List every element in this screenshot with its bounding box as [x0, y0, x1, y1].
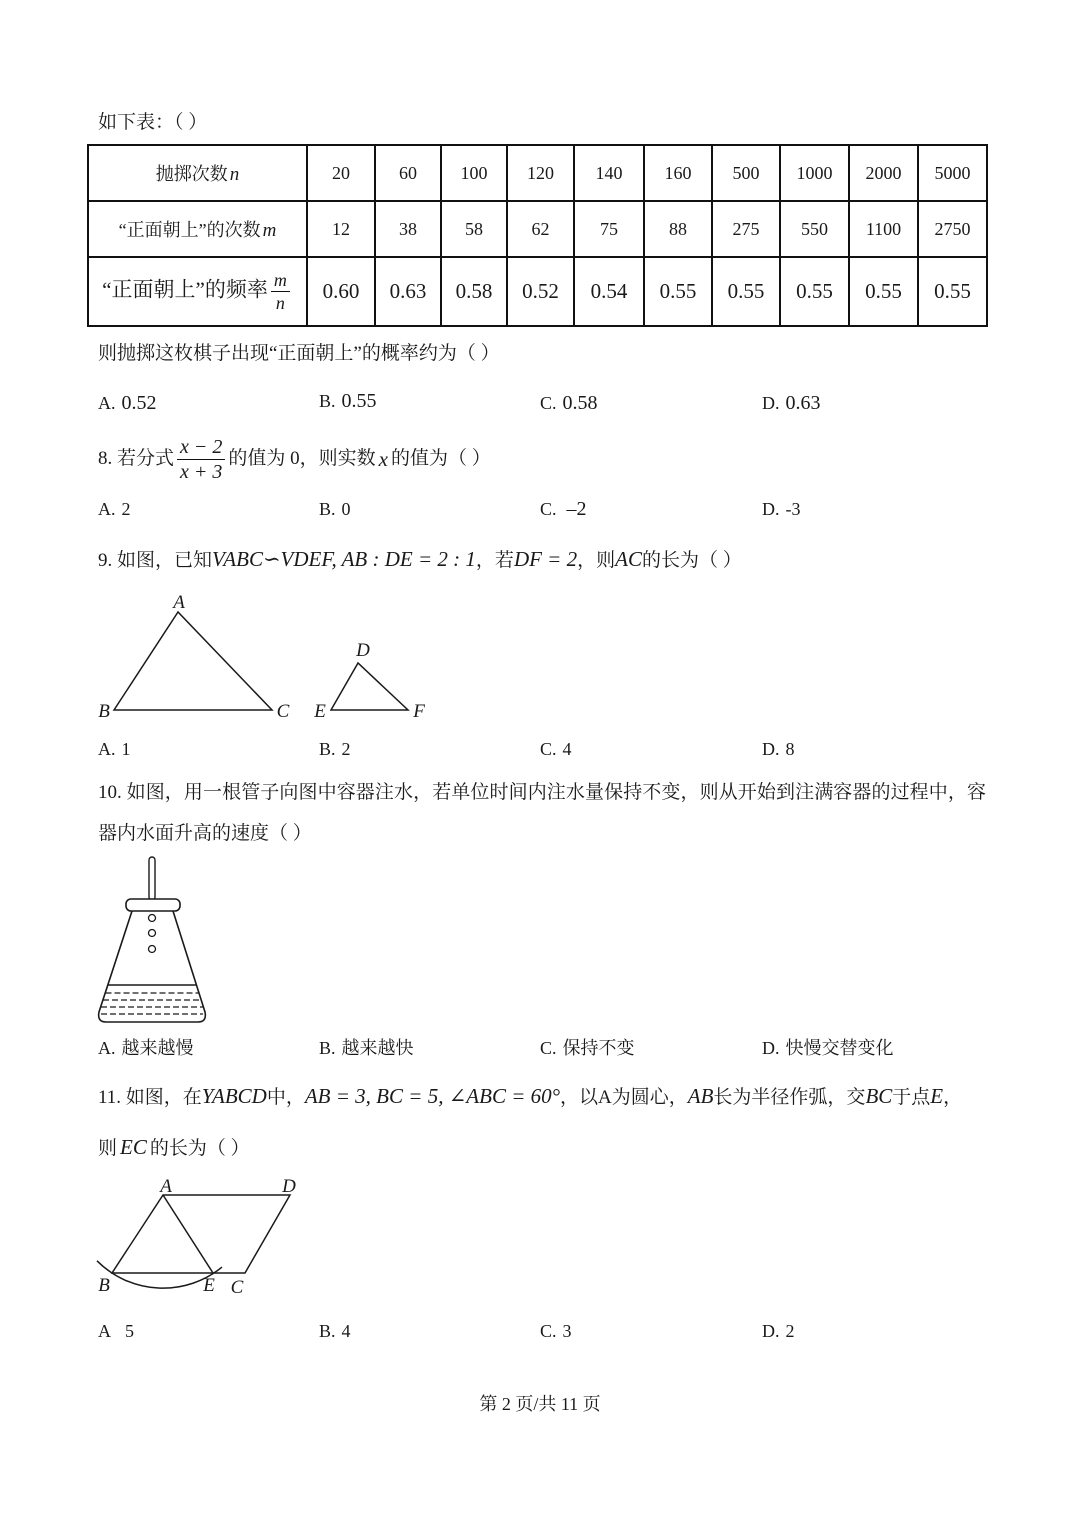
row-header: [88, 201, 307, 257]
q8-option-d[interactable]: [762, 497, 801, 521]
table-cell: 1000: [780, 145, 849, 201]
vertex-label-a: A: [173, 592, 185, 613]
vertex-label-a: A: [160, 1176, 172, 1197]
table-cell: 0.58: [441, 257, 507, 326]
bubble: [149, 946, 156, 953]
option-letter: B.: [319, 499, 336, 519]
row-header: [88, 257, 307, 326]
q11-question-line1: [98, 1084, 962, 1110]
table-cell: 12: [307, 201, 375, 257]
q11-text: ，: [943, 1087, 963, 1108]
table-cell: 2750: [918, 201, 987, 257]
fraction-m-over-n: [271, 269, 290, 314]
segment-ae: [163, 1195, 213, 1273]
row-header-text: “正面朝上”的频率: [102, 277, 268, 302]
option-letter: C.: [540, 393, 557, 413]
q8-prefix: 8. 若分式: [98, 448, 175, 469]
q11-text: 长为半径作弧，交: [713, 1087, 866, 1108]
q7-option-a[interactable]: [98, 391, 157, 415]
table-cell: 550: [780, 201, 849, 257]
table-cell: 1100: [849, 201, 918, 257]
option-value: 5: [125, 1321, 134, 1341]
table-cell: 5000: [918, 145, 987, 201]
option-value: 快慢交替变化: [785, 1038, 894, 1058]
page-footer: 第 2 页/共 11 页: [479, 1394, 601, 1414]
vertex-label-c: C: [230, 1277, 244, 1298]
option-letter: C.: [540, 739, 557, 759]
vertex-label-e: E: [314, 701, 326, 722]
q11-math-ab: AB: [687, 1084, 714, 1108]
q11-suffix: 的长为（ ）: [149, 1138, 250, 1159]
option-value: 4: [341, 1321, 351, 1341]
row-header-text: 抛掷次数: [155, 164, 228, 184]
table-cell: 75: [574, 201, 644, 257]
q10-option-a[interactable]: [98, 1036, 194, 1060]
table-cell: 140: [574, 145, 644, 201]
option-value: 0.63: [785, 392, 821, 414]
q9-math-df: DF = 2: [513, 547, 578, 571]
option-value: 0.52: [121, 392, 157, 414]
q11-prefix: 11. 如图，在: [98, 1087, 202, 1108]
q9-math-ac: AC: [615, 547, 642, 571]
row-header-text: “正面朝上”的次数: [118, 220, 261, 240]
option-letter: D.: [762, 1038, 780, 1058]
q11-option-c[interactable]: [540, 1319, 572, 1343]
table-cell: 0.55: [849, 257, 918, 326]
q9-triangles-figure: [95, 590, 435, 720]
vertex-label-b: B: [98, 701, 110, 722]
table-cell: 275: [712, 201, 780, 257]
option-letter: A.: [98, 739, 116, 759]
parallelogram-abcd: [112, 1195, 290, 1273]
q9-suffix: 的长为（ ）: [641, 550, 742, 571]
q7-option-c[interactable]: [540, 391, 598, 415]
option-value: 越来越快: [341, 1038, 414, 1058]
table-cell: 0.55: [644, 257, 712, 326]
option-letter: B.: [319, 1321, 336, 1341]
vertex-label-f: F: [413, 701, 425, 722]
table-cell: 500: [712, 145, 780, 201]
q11-math-bc: BC: [865, 1084, 893, 1108]
bubble: [149, 930, 156, 937]
option-value: 0.58: [562, 392, 598, 414]
q9-option-c[interactable]: [540, 737, 572, 761]
table-cell: 0.54: [574, 257, 644, 326]
q10-option-c[interactable]: [540, 1036, 635, 1060]
option-letter: B.: [319, 1038, 336, 1058]
q8-mid: 的值为 0，则实数: [228, 448, 376, 469]
q9-option-d[interactable]: [762, 737, 795, 761]
option-value: -3: [785, 499, 801, 519]
q8-option-c[interactable]: [540, 497, 587, 521]
option-value: 2: [121, 499, 131, 519]
q11-option-d[interactable]: [762, 1319, 795, 1343]
table-cell: 60: [375, 145, 441, 201]
q11-math-parallelogram: YABCD: [201, 1084, 267, 1108]
fraction-numerator: x − 2: [177, 435, 225, 460]
q11-option-b[interactable]: [319, 1319, 351, 1343]
option-value: 0: [341, 499, 351, 519]
variable-m: m: [262, 220, 277, 241]
q9-question: [98, 547, 742, 573]
option-letter: D.: [762, 499, 780, 519]
q11-parallelogram-figure: [92, 1172, 307, 1297]
table-row-frequency: [88, 257, 987, 326]
vertex-label-d: D: [356, 640, 370, 661]
q9-option-a[interactable]: [98, 737, 131, 761]
option-letter: C.: [540, 1321, 557, 1341]
q9-option-b[interactable]: [319, 737, 351, 761]
table-row-throws: [88, 145, 987, 201]
fraction-denominator: x + 3: [180, 460, 223, 483]
table-cell: 0.52: [507, 257, 574, 326]
option-value: 保持不变: [562, 1038, 635, 1058]
table-cell: 2000: [849, 145, 918, 201]
table-cell: 38: [375, 201, 441, 257]
table-cell: 160: [644, 145, 712, 201]
q7-option-d[interactable]: [762, 391, 821, 415]
q8-variable: x: [378, 447, 388, 471]
q10-question-line1: 10. 如图，用一根管子向图中容器注水，若单位时间内注水量保持不变，则从开始到注满容器的过程中，容: [98, 782, 986, 803]
flask-neck-cap: [126, 899, 180, 911]
q10-option-b[interactable]: [319, 1036, 414, 1060]
vertex-label-b: B: [98, 1275, 110, 1296]
water-pipe: [149, 857, 155, 900]
option-letter: A.: [98, 499, 116, 519]
q11-text: 则: [98, 1138, 118, 1159]
triangle-abc: [114, 612, 272, 710]
triangle-def: [331, 663, 408, 710]
option-letter: B.: [319, 739, 336, 759]
option-value: 1: [121, 739, 131, 759]
fraction-numerator: m: [271, 269, 290, 292]
q11-text: 于点: [892, 1087, 931, 1108]
option-letter: B.: [319, 391, 336, 411]
q10-option-d[interactable]: [762, 1036, 894, 1060]
q8-question: [98, 427, 491, 491]
table-cell: 120: [507, 145, 574, 201]
option-letter: A.: [98, 393, 116, 413]
vertex-label-e: E: [203, 1275, 215, 1296]
flask-body: [99, 911, 206, 1022]
option-value: –2: [566, 498, 587, 520]
q9-math-similar: VABC∽VDEF, AB : DE = 2 : 1: [212, 547, 476, 571]
option-value: 2: [785, 1321, 795, 1341]
q11-option-a[interactable]: [98, 1319, 134, 1343]
table-cell: 0.55: [780, 257, 849, 326]
option-letter: D.: [762, 1321, 780, 1341]
variable-n: n: [229, 164, 240, 185]
q9-text: ，若: [475, 550, 514, 571]
option-value: 0.55: [341, 390, 377, 412]
q11-text: 中，: [266, 1087, 305, 1108]
frequency-table: [87, 144, 988, 327]
vertex-label-c: C: [276, 701, 290, 722]
table-cell: 0.63: [375, 257, 441, 326]
q7-option-b[interactable]: [319, 389, 377, 413]
option-value: 越来越慢: [121, 1038, 194, 1058]
q9-text: ，则: [577, 550, 616, 571]
option-letter: A: [98, 1321, 111, 1341]
q8-option-a[interactable]: [98, 497, 131, 521]
option-value: 8: [785, 739, 795, 759]
table-cell: 20: [307, 145, 375, 201]
table-cell: 88: [644, 201, 712, 257]
q11-math-given: AB = 3, BC = 5, ∠ABC = 60°: [304, 1084, 561, 1108]
row-header: [88, 145, 307, 201]
option-letter: D.: [762, 393, 780, 413]
table-row-heads-count: [88, 201, 987, 257]
table-cell: 0.60: [307, 257, 375, 326]
bubble: [149, 915, 156, 922]
table-cell: 0.55: [918, 257, 987, 326]
vertex-label-d: D: [282, 1176, 296, 1197]
option-letter: C.: [540, 1038, 557, 1058]
q11-question-line2: [98, 1135, 250, 1161]
option-letter: D.: [762, 739, 780, 759]
fraction-denominator: n: [275, 293, 285, 313]
option-letter: C.: [540, 499, 557, 519]
option-value: 3: [562, 1321, 572, 1341]
q11-math-e: E: [930, 1084, 944, 1108]
table-cell: 62: [507, 201, 574, 257]
q11-text: ，以A为圆心，: [560, 1087, 688, 1108]
q10-container-figure: [92, 852, 216, 1028]
option-value: 4: [562, 739, 572, 759]
q8-option-b[interactable]: [319, 497, 351, 521]
option-value: 2: [341, 739, 351, 759]
table-cell: 58: [441, 201, 507, 257]
q9-prefix: 9. 如图，已知: [98, 550, 213, 571]
option-letter: A.: [98, 1038, 116, 1058]
q8-fraction: [177, 435, 225, 484]
table-cell: 0.55: [712, 257, 780, 326]
q11-math-ec: EC: [120, 1135, 147, 1159]
q7-question: 则抛掷这枚棋子出现“正面朝上”的概率约为（ ）: [98, 343, 500, 364]
q7-intro: 如下表：（ ）: [98, 112, 208, 133]
table-cell: 100: [441, 145, 507, 201]
q10-question-line2: 器内水面升高的速度（ ）: [98, 823, 312, 844]
q8-suffix: 的值为（ ）: [390, 448, 491, 469]
